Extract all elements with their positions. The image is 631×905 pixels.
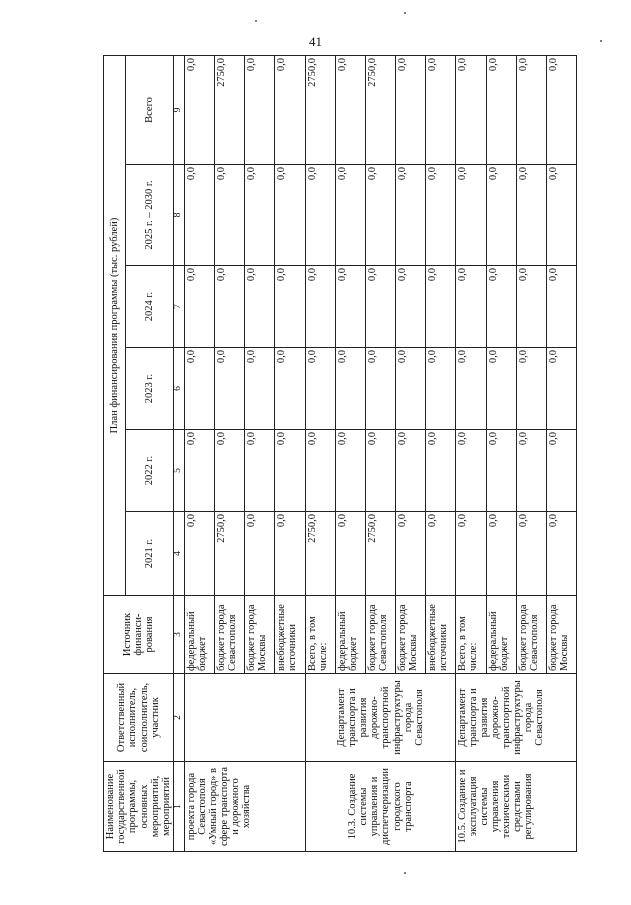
value-cell: 0,0 — [335, 56, 365, 165]
header-name: Наименование государственной программы, основных мероприятий, мероприятий — [104, 762, 174, 852]
value-cell: 0,0 — [486, 56, 516, 165]
value-cell: 0,0 — [516, 512, 546, 596]
column-index: 8 — [174, 165, 185, 266]
funding-source: бюджет города Севастополя — [215, 596, 245, 674]
value-cell: 0,0 — [335, 512, 365, 596]
value-cell: 0,0 — [365, 348, 395, 430]
value-cell: 0,0 — [456, 165, 486, 266]
value-cell: 0,0 — [546, 512, 576, 596]
value-cell: 0,0 — [365, 266, 395, 348]
value-cell: 0,0 — [275, 266, 305, 348]
value-cell: 0,0 — [546, 430, 576, 512]
funding-source: бюджет города Севастополя — [516, 596, 546, 674]
funding-source: бюджет города Москвы — [245, 596, 275, 674]
header-year: 2025 г. – 2030 г. — [126, 165, 174, 266]
value-cell: 0,0 — [426, 266, 456, 348]
value-cell: 0,0 — [335, 348, 365, 430]
column-index: 6 — [174, 348, 185, 430]
value-cell: 0,0 — [184, 430, 214, 512]
value-cell: 0,0 — [516, 348, 546, 430]
column-index: 3 — [174, 596, 185, 674]
activity-name: 10.5. Создание и эксплуатация системы управления техническими средствами регулирования — [456, 762, 577, 852]
value-cell: 0,0 — [184, 266, 214, 348]
table-row — [456, 56, 486, 852]
page-number: 41 — [309, 34, 322, 49]
value-cell: 0,0 — [546, 266, 576, 348]
funding-source: федеральный бюджет — [335, 596, 365, 674]
value-cell: 0,0 — [335, 430, 365, 512]
funding-source: Всего, в том числе: — [456, 596, 486, 674]
rotated-table-wrapper — [103, 56, 631, 847]
value-cell: 0,0 — [396, 266, 426, 348]
funding-source: бюджет города Москвы — [546, 596, 576, 674]
value-cell: 0,0 — [546, 56, 576, 165]
value-cell: 0,0 — [245, 165, 275, 266]
value-cell: 0,0 — [275, 165, 305, 266]
funding-source: внебюджетные источники — [275, 596, 305, 674]
responsible-executor: Департамент транспорта и развития дорожно-транспортной инфраструктуры города Севастополя — [456, 674, 577, 762]
value-cell: 0,0 — [456, 430, 486, 512]
value-cell: 2750,0 — [305, 512, 335, 596]
header-year: 2023 г. — [126, 348, 174, 430]
value-cell: 2750,0 — [365, 512, 395, 596]
column-index: 4 — [174, 512, 185, 596]
value-cell: 0,0 — [215, 348, 245, 430]
value-cell: 0,0 — [456, 56, 486, 165]
activity-name: проекта города Севастополя «Умный город» в сфере транспорта и дорожного хозяйства — [184, 762, 305, 852]
value-cell: 0,0 — [516, 266, 546, 348]
value-cell: 0,0 — [456, 266, 486, 348]
value-cell: 0,0 — [305, 430, 335, 512]
value-cell: 0,0 — [305, 266, 335, 348]
header-total: Всего — [126, 56, 174, 165]
header-year: 2022 г. — [126, 430, 174, 512]
scan-speck — [404, 12, 406, 14]
value-cell: 0,0 — [365, 165, 395, 266]
header-responsible: Ответственный исполнитель, соисполнитель, участник — [104, 674, 174, 762]
value-cell: 0,0 — [516, 165, 546, 266]
value-cell: 0,0 — [335, 266, 365, 348]
funding-source: федеральный бюджет — [184, 596, 214, 674]
table-row — [305, 56, 335, 852]
value-cell: 0,0 — [184, 165, 214, 266]
header-year: 2021 г. — [126, 512, 174, 596]
value-cell: 0,0 — [245, 266, 275, 348]
column-index: 1 — [174, 762, 185, 852]
value-cell: 0,0 — [245, 512, 275, 596]
value-cell: 0,0 — [486, 512, 516, 596]
value-cell: 0,0 — [215, 430, 245, 512]
value-cell: 0,0 — [215, 266, 245, 348]
value-cell: 0,0 — [426, 348, 456, 430]
value-cell: 0,0 — [486, 348, 516, 430]
scan-speck — [255, 20, 257, 22]
header-year: 2024 г. — [126, 266, 174, 348]
value-cell: 0,0 — [426, 430, 456, 512]
value-cell: 2750,0 — [365, 56, 395, 165]
value-cell: 0,0 — [546, 348, 576, 430]
column-index: 9 — [174, 56, 185, 165]
value-cell: 0,0 — [456, 512, 486, 596]
value-cell: 0,0 — [456, 348, 486, 430]
value-cell: 0,0 — [365, 430, 395, 512]
value-cell: 0,0 — [305, 348, 335, 430]
financing-table — [103, 55, 577, 852]
value-cell: 0,0 — [426, 512, 456, 596]
value-cell: 2750,0 — [305, 56, 335, 165]
value-cell: 0,0 — [426, 165, 456, 266]
table-row — [184, 56, 214, 852]
value-cell: 0,0 — [184, 512, 214, 596]
value-cell: 0,0 — [275, 56, 305, 165]
column-index: 7 — [174, 266, 185, 348]
funding-source: бюджет города Москвы — [396, 596, 426, 674]
scan-speck — [600, 40, 602, 42]
value-cell: 0,0 — [486, 430, 516, 512]
funding-source: федеральный бюджет — [486, 596, 516, 674]
value-cell: 0,0 — [335, 165, 365, 266]
value-cell: 0,0 — [516, 56, 546, 165]
value-cell: 0,0 — [396, 348, 426, 430]
rotated-table-inner — [103, 56, 577, 852]
funding-source: внебюджетные источники — [426, 596, 456, 674]
funding-source: Всего, в том числе: — [305, 596, 335, 674]
value-cell: 0,0 — [245, 348, 275, 430]
value-cell: 0,0 — [275, 512, 305, 596]
value-cell: 0,0 — [396, 512, 426, 596]
activity-name: 10.3. Создание системы управления и диспетчеризации городского транспорта — [305, 762, 456, 852]
value-cell: 0,0 — [426, 56, 456, 165]
value-cell: 0,0 — [305, 165, 335, 266]
funding-source: бюджет города Севастополя — [365, 596, 395, 674]
value-cell: 2750,0 — [215, 512, 245, 596]
value-cell: 0,0 — [546, 165, 576, 266]
header-source: Источник финанси-рования — [104, 596, 174, 674]
header-plan: План финансирования программы (тыс. рублей) — [104, 56, 126, 596]
value-cell: 0,0 — [245, 430, 275, 512]
value-cell: 0,0 — [184, 348, 214, 430]
responsible-executor — [184, 674, 305, 762]
value-cell: 0,0 — [215, 165, 245, 266]
scan-speck — [404, 872, 406, 874]
value-cell: 0,0 — [184, 56, 214, 165]
value-cell: 0,0 — [486, 165, 516, 266]
value-cell: 0,0 — [245, 56, 275, 165]
value-cell: 0,0 — [396, 165, 426, 266]
value-cell: 0,0 — [516, 430, 546, 512]
value-cell: 0,0 — [275, 430, 305, 512]
column-index: 2 — [174, 674, 185, 762]
responsible-executor: Департамент транспорта и развития дорожно-транспортной инфраструктуры города Севастополя — [305, 674, 456, 762]
value-cell: 0,0 — [396, 56, 426, 165]
value-cell: 0,0 — [275, 348, 305, 430]
value-cell: 2750,0 — [215, 56, 245, 165]
value-cell: 0,0 — [396, 430, 426, 512]
value-cell: 0,0 — [486, 266, 516, 348]
column-index: 5 — [174, 430, 185, 512]
